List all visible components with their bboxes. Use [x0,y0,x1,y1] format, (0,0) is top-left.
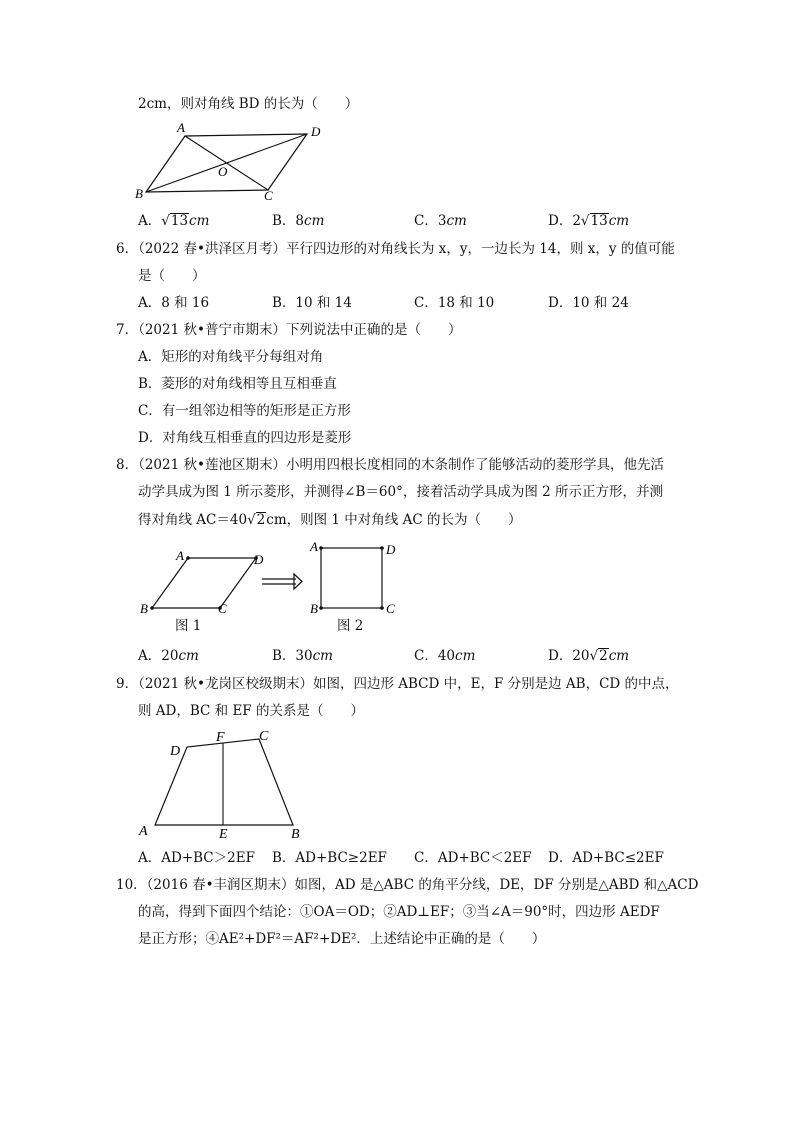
q5-stem-tail: 2cm，则对角线 BD 的长为（ ） [138,96,359,112]
q7-stem: 7．（2021 秋•普宁市期末）下列说法中正确的是（ ） [116,322,462,338]
q10-stem-line1: 10．（2016 春•丰润区期末）如图，AD 是△ABC 的角平分线，DE，DF 分别是△ABD 和△ACD [116,877,699,893]
q5-label-d: D [311,124,321,139]
q8-fig2-label-a: A [310,539,318,554]
q9-label-e: E [219,827,228,842]
q6-option-b[interactable]: B．10 和 14 [272,295,352,311]
q8-option-c-value: 40 [437,648,456,664]
q5-option-c-value: 3 [437,213,447,229]
q6-stem-line2: 是（ ） [138,268,206,284]
q5-option-d-letter: D． [548,213,573,229]
q5-option-a-unit: cm [189,213,210,229]
q8-fig1-label-a: A [176,548,184,563]
q8-fig2-caption: 图 2 [337,618,364,634]
q5-option-d-unit: cm [608,213,630,229]
q9-stem-line1: 9．（2021 秋•龙岗区校级期末）如图，四边形 ABCD 中，E，F 分别是边 AB，CD 的中点， [116,676,679,692]
q6-option-d[interactable]: D．10 和 24 [548,295,629,311]
q8-stem-line2: 动学具成为图 1 所示菱形，并测得∠B＝60°，接着活动学具成为图 2 所示正方形，并测 [138,484,664,500]
q8-fig2-label-b: B [310,601,318,616]
q9-label-f: F [216,730,225,745]
q8-option-a[interactable] [138,647,199,665]
q5-option-d[interactable] [548,212,629,230]
q8-fig1-label-b: B [140,601,148,616]
q8-option-a-value: 20 [161,648,179,664]
q7-option-c[interactable]: C．有一组邻边相等的矩形是正方形 [138,403,351,419]
q5-label-o: O [218,164,228,179]
sqrt-symbol-icon: √ [247,512,256,528]
q8-option-a-letter: A． [138,648,162,664]
q8-stem-line3 [138,511,521,529]
q9-label-c: C [259,729,269,744]
q6-stem-line1: 6．（2022 春•洪泽区月考）平行四边形的对角线长为 x，y，一边长为 14，则 x，y 的值可能 [116,241,675,257]
q8-option-b-value: 30 [295,648,313,664]
q9-quadrilateral-figure [130,725,330,845]
q8-fig2-label-c: C [386,601,395,616]
q9-label-a: A [139,824,148,839]
q8-option-c-letter: C． [414,648,438,664]
q5-label-a: A [177,120,185,135]
q9-stem-line2: 则 AD，BC 和 EF 的关系是（ ） [138,703,364,719]
q9-option-c[interactable]: C．AD+BC＜2EF [414,850,532,866]
q9-option-d[interactable]: D．AD+BC≤2EF [548,850,664,866]
q8-option-b-unit: cm [312,648,333,664]
q8-fig2-label-d: D [386,542,396,557]
q5-option-b[interactable] [272,212,324,230]
q8-option-d[interactable] [548,647,629,665]
q8-option-d-letter: D． [548,648,573,664]
q5-option-c[interactable] [414,212,467,230]
q5-label-c: C [264,188,273,203]
q5-option-b-value: 8 [295,213,305,229]
q8-option-c-unit: cm [455,648,476,664]
q8-option-a-unit: cm [178,648,199,664]
q8-stem-line1: 8．（2021 秋•莲池区期末）小明用四根长度相同的木条制作了能够活动的菱形学具，他先活 [116,457,664,473]
q5-parallelogram-figure [130,118,330,208]
q5-label-b: B [135,186,143,201]
q9-label-b: B [291,827,300,842]
q9-option-b[interactable]: B．AD+BC≥2EF [272,850,387,866]
double-arrow-icon [262,574,302,589]
q9-option-a[interactable]: A．AD+BC＞2EF [138,850,255,866]
q10-stem-line3: 是正方形；④AE²+DF²＝AF²+DE²．上述结论中正确的是（ ） [138,931,546,947]
q5-option-a-letter: A． [138,213,162,229]
q8-stem-line3-radicand: 2 [256,512,266,528]
q5-option-c-unit: cm [446,213,467,229]
sqrt-symbol-icon: √ [589,648,599,664]
q5-option-b-unit: cm [304,213,325,229]
q7-option-b[interactable]: B．菱形的对角线相等且互相垂直 [138,376,337,392]
q5-option-d-radicand: 13 [590,213,608,229]
q8-option-b[interactable] [272,647,333,665]
q5-option-a[interactable] [138,212,209,230]
q8-option-d-radicand: 2 [599,648,608,664]
q5-option-d-coef: 2 [572,213,581,229]
sqrt-symbol-icon: √ [580,213,590,229]
q8-fig1-caption: 图 1 [175,618,202,634]
q5-option-c-letter: C． [414,213,438,229]
q9-label-d: D [170,744,181,759]
q8-option-d-unit: cm [608,648,630,664]
q10-stem-line2: 的高，得到下面四个结论：①OA＝OD；②AD⊥EF；③当∠A＝90°时，四边形 AEDF [138,904,660,920]
q7-option-d[interactable]: D．对角线互相垂直的四边形是菱形 [138,430,352,446]
q7-option-a[interactable]: A．矩形的对角线平分每组对角 [138,349,324,365]
q8-fig1-label-d: D [254,552,264,567]
q6-option-a[interactable]: A．8 和 16 [138,295,210,311]
q8-option-d-coef: 20 [572,648,590,664]
q8-stem-line3-pre: 得对角线 AC＝40 [138,512,248,528]
q6-option-c[interactable]: C．18 和 10 [414,295,495,311]
q8-option-c[interactable] [414,647,475,665]
q8-option-b-letter: B． [272,648,296,664]
q5-option-b-letter: B． [272,213,296,229]
q8-stem-line3-post: cm，则图 1 中对角线 AC 的长为（ ） [266,512,522,528]
q8-fig1-label-c: C [218,601,227,616]
q5-option-a-radicand: 13 [170,213,189,229]
sqrt-symbol-icon: √ [161,213,170,229]
